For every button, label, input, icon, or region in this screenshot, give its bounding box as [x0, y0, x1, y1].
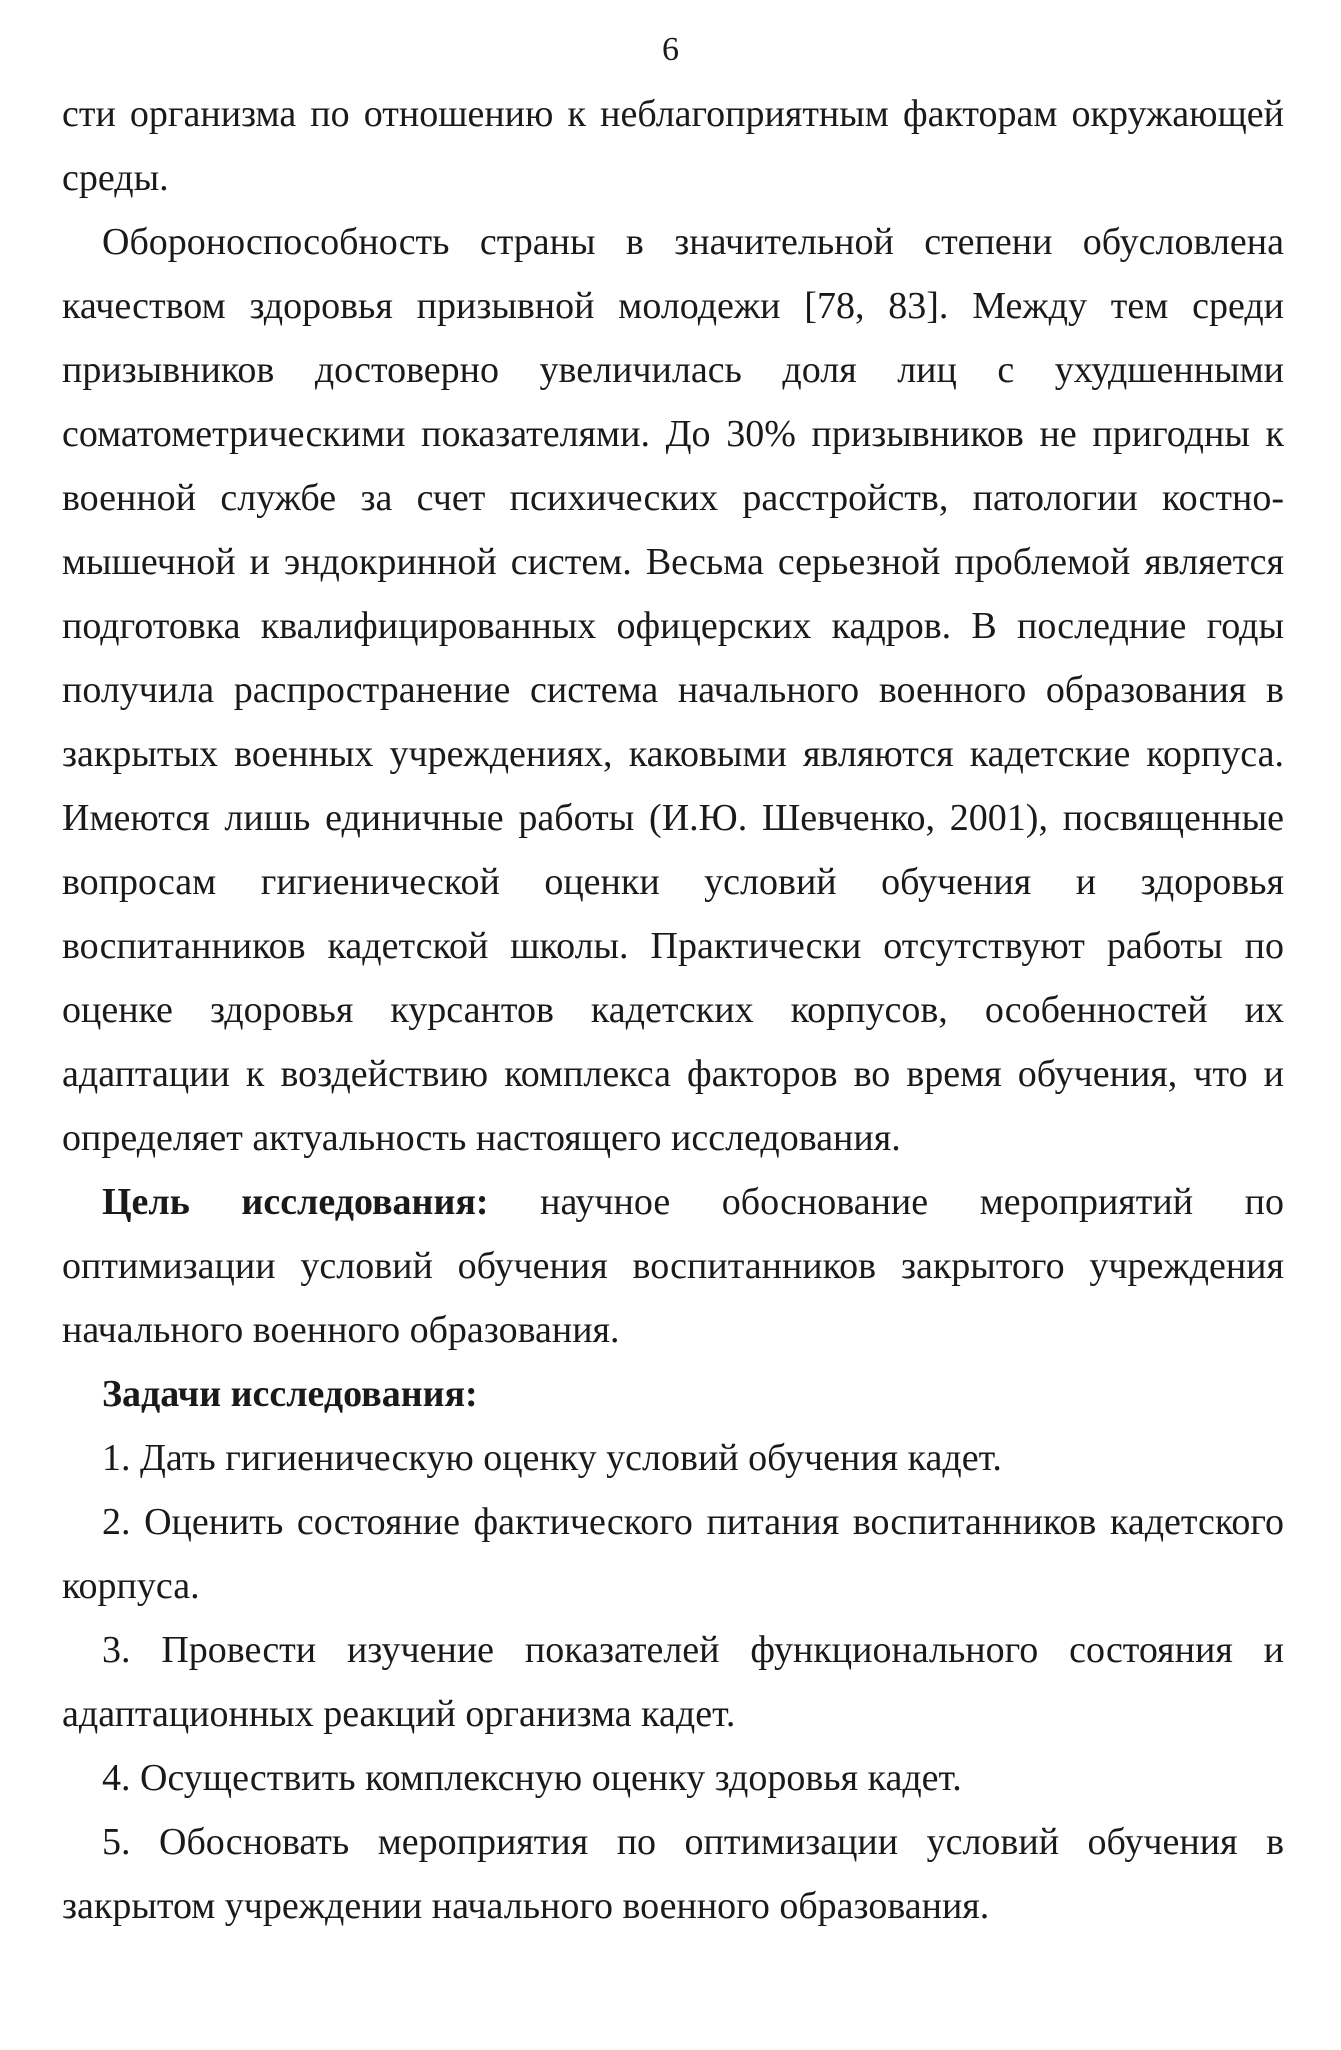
task-text: Обосновать мероприятия по оптимизации условий обучения в закрытом учреждении начального военного образования. — [62, 1821, 1285, 1927]
task-item — [62, 1746, 1284, 1810]
body-text — [62, 82, 1284, 1938]
page-number: 6 — [662, 31, 679, 68]
task-list — [62, 1426, 1284, 1938]
task-text: Дать гигиеническую оценку условий обучения кадет. — [140, 1437, 1002, 1479]
task-item — [62, 1490, 1284, 1618]
task-item — [62, 1426, 1284, 1490]
task-number: 4. — [102, 1757, 131, 1799]
task-number: 3. — [102, 1629, 131, 1671]
task-number: 5. — [102, 1821, 131, 1863]
paragraph-continuation: сти организма по отношению к неблагоприятным факторам окружающей среды. — [62, 93, 1284, 199]
goal-label: Цель исследования: — [102, 1181, 489, 1223]
task-text: Осуществить комплексную оценку здоровья кадет. — [140, 1757, 962, 1799]
task-text: Оценить состояние фактического питания воспитанников кадетского корпуса. — [62, 1501, 1285, 1607]
task-number: 2. — [102, 1501, 131, 1543]
goal-paragraph — [62, 1170, 1284, 1362]
task-item — [62, 1810, 1284, 1938]
task-item — [62, 1618, 1284, 1746]
goal-text: научное обоснование мероприятий по оптимизации условий обучения воспитанников закрытого учреждения начального военного образования. — [62, 1181, 1284, 1351]
task-number: 1. — [102, 1437, 131, 1479]
tasks-heading: Задачи исследования: — [102, 1373, 478, 1415]
task-text: Провести изучение показателей функционального состояния и адаптационных реакций организма кадет. — [62, 1629, 1284, 1735]
paragraph-relevance: Обороноспособность страны в значительной степени обусловлена качеством здоровья призывной молодежи [78, 83]. Между тем среди призывников достоверно увеличилась доля лиц с ухудшенными соматометрическими показателями. До 30% призывников не пригодны к военной службе за счет психических расстройств, патологии костно-мышечной и эндокринной систем. Весьма серьезной проблемой является подготовка квалифицированных офицерских кадров. В последние годы получила распространение система начального военного образования в закрытых военных учреждениях, каковыми являются кадетские корпуса. Имеются лишь единичные работы (И.Ю. Шевченко, 2001), посвященные вопросам гигиенической оценки условий обучения и здоровья воспитанников кадетской школы. Практически отсутствуют работы по оценке здоровья курсантов кадетских корпусов, особенностей их адаптации к воздействию комплекса факторов во время обучения, что и определяет актуальность настоящего исследования. — [62, 221, 1284, 1159]
